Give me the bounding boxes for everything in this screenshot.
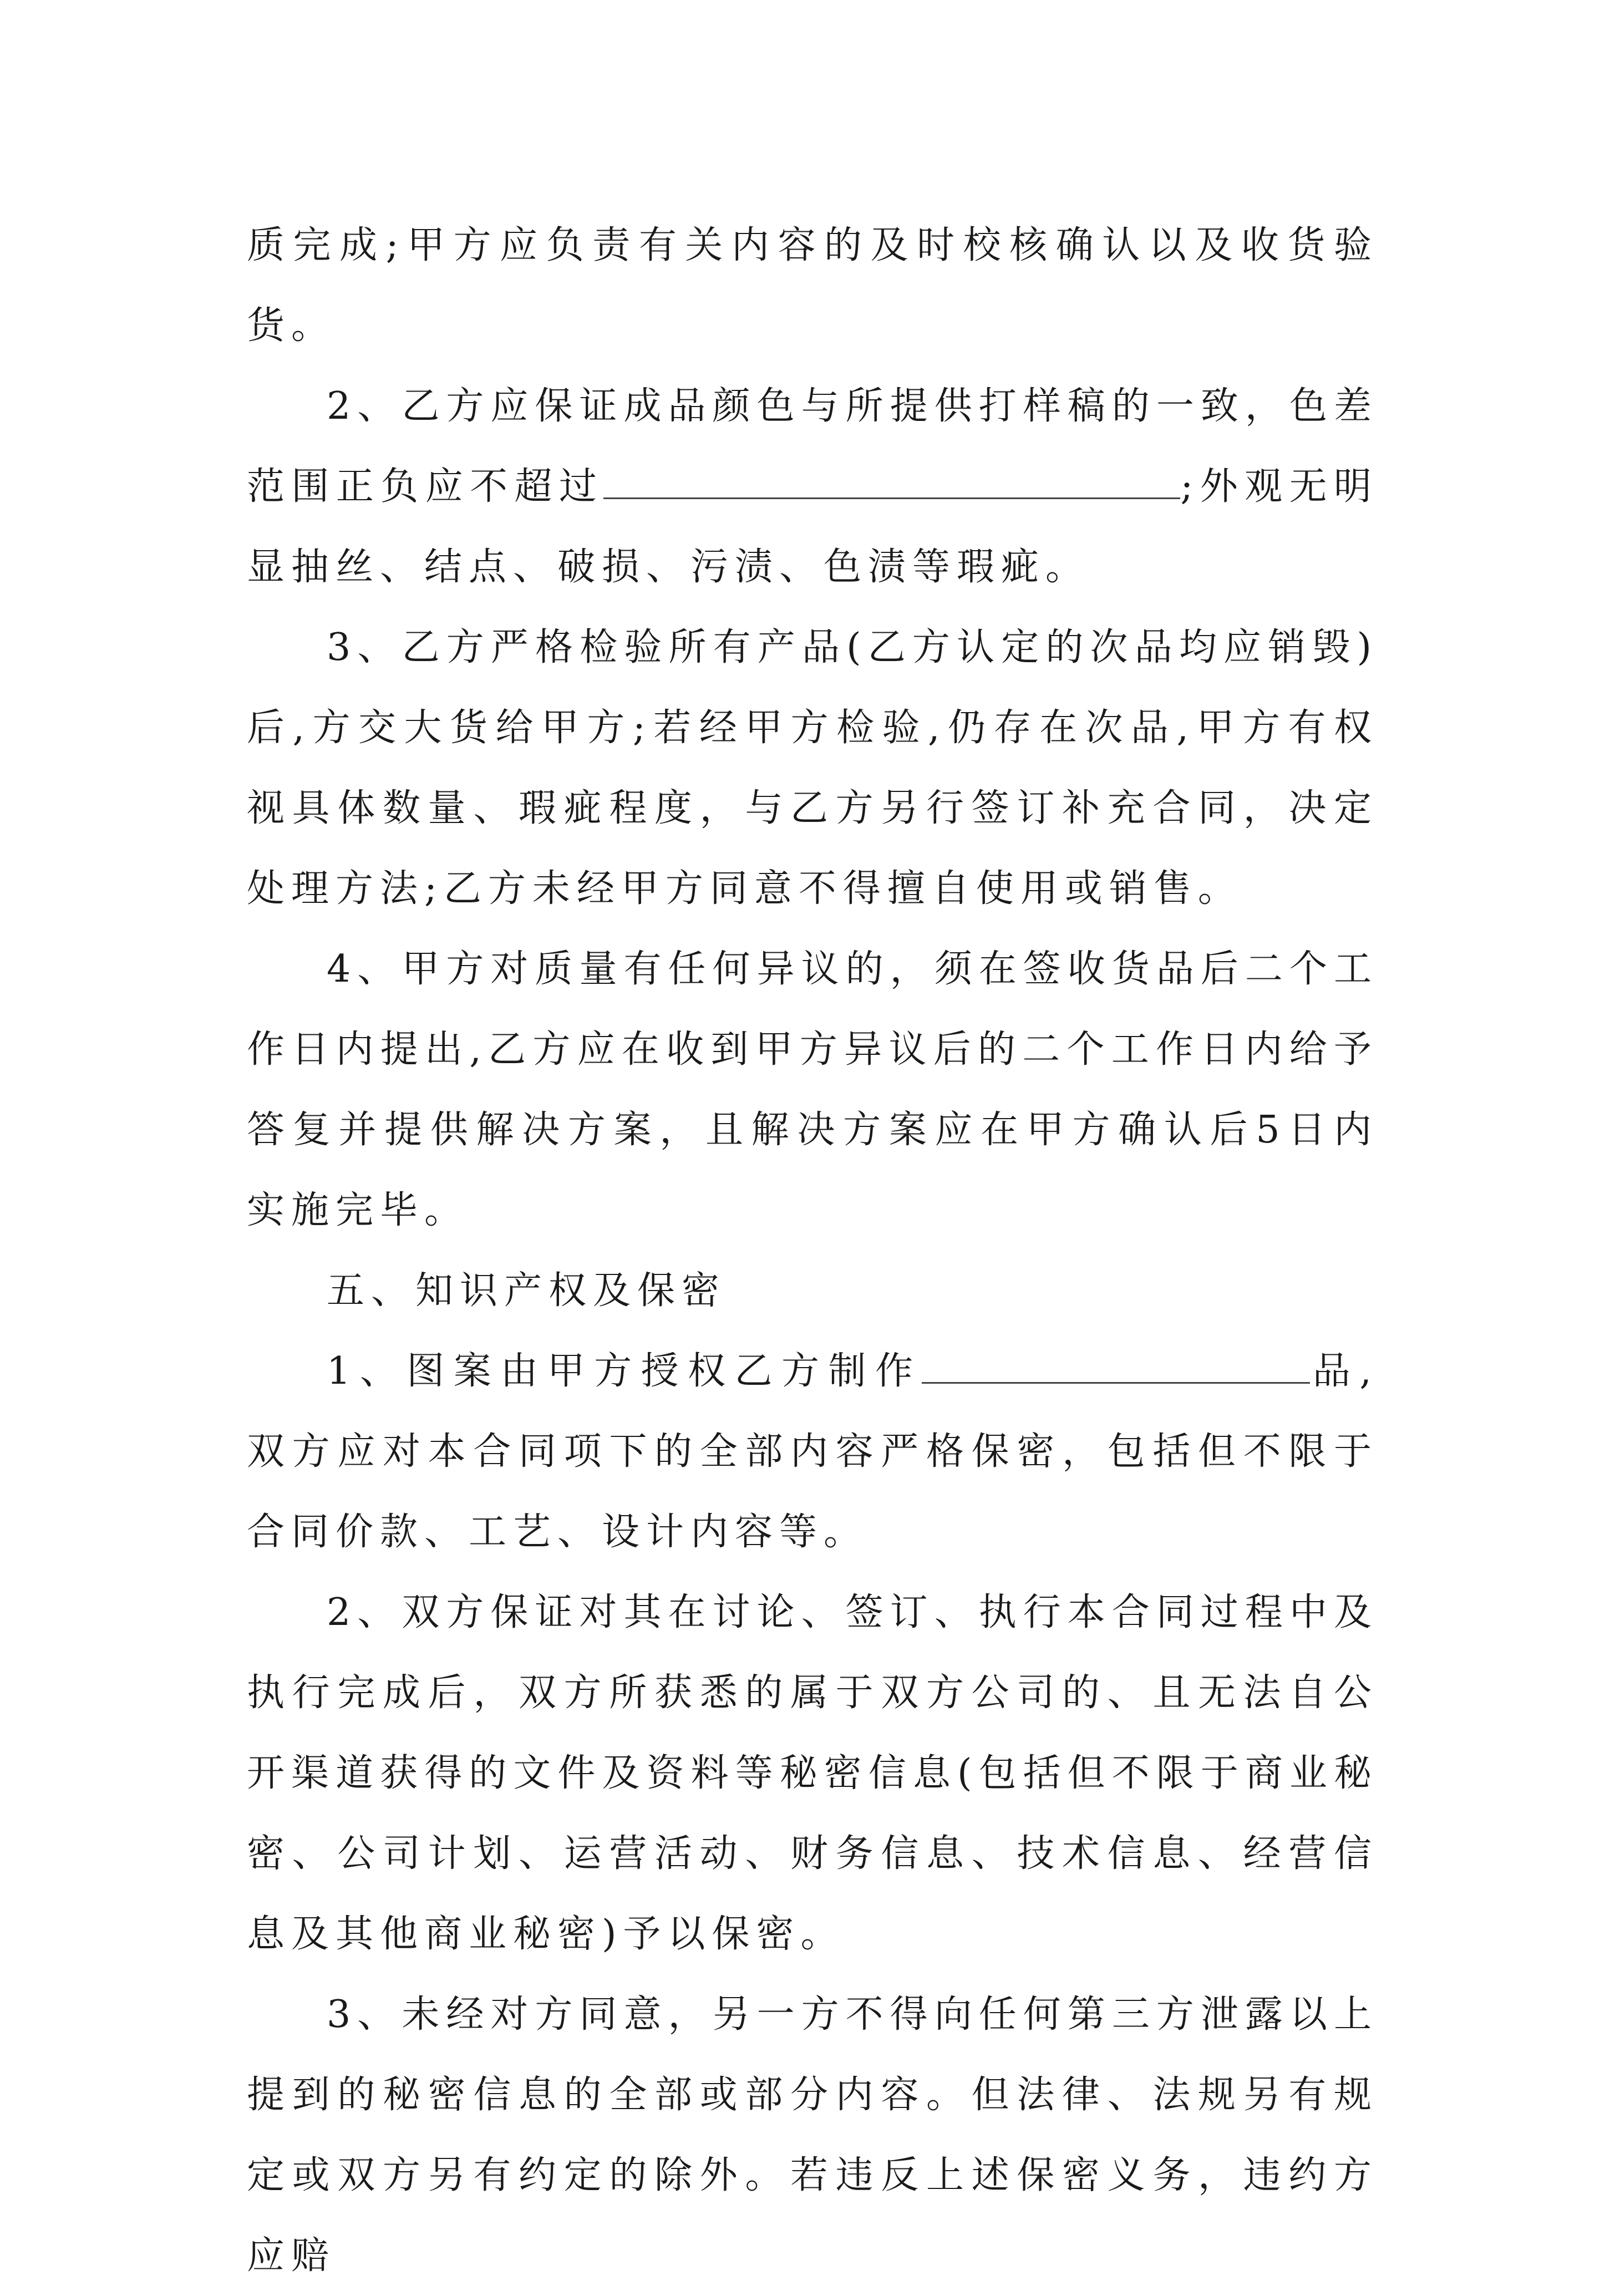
paragraph-color-requirement [247,366,1378,607]
paragraph-text-after-blank: 品,双方应对本合同项下的全部内容严格保密，包括但不限于合同价款、工艺、设计内容等。 [247,1349,1379,1554]
paragraph-text-before-blank: 2、乙方应保证成品颜色与所提供打样稿的一致，色差范围正负应不超过 [247,384,1378,509]
paragraph-text-before-blank: 1、图案由甲方授权乙方制作 [327,1349,922,1393]
contract-body [247,205,1378,2296]
paragraph-quality-objection: 4、甲方对质量有任何异议的，须在签收货品后二个工作日内提出,乙方应在收到甲方异议后的二个工作日内给予答复并提供解决方案，且解决方案应在甲方确认后5日内实施完毕。 [247,947,1378,1232]
paragraph-inspection: 3、乙方严格检验所有产品(乙方认定的次品均应销毁)后,方交大货给甲方;若经甲方检验,仍存在次品,甲方有权视具体数量、瑕疵程度，与乙方另行签订补充合同，决定处理方法;乙方未经甲方同意不得擅自使用或销售。 [247,626,1378,911]
paragraph-design-authorization [247,1331,1378,1572]
paragraph-confidential-info: 2、双方保证对其在讨论、签订、执行本合同过程中及执行完成后，双方所获悉的属于双方公司的、且无法自公开渠道获得的文件及资料等秘密信息(包括但不限于商业秘密、公司计划、运营活动、财务信息、技术信息、经营信息及其他商业秘密)予以保密。 [247,1591,1378,1956]
paragraph-disclosure: 3、未经对方同意，另一方不得向任何第三方泄露以上提到的秘密信息的全部或部分内容。但法律、法规另有规定或双方另有约定的除外。若违反上述保密义务，违约方应赔 [247,1993,1378,2278]
fill-in-blank-color-tolerance [603,464,1180,499]
paragraph-continuation: 质完成;甲方应负责有关内容的及时校核确认以及收货验货。 [247,223,1378,348]
fill-in-blank-product [922,1349,1310,1384]
section-heading-ip-confidentiality: 五、知识产权及保密 [327,1269,727,1313]
paragraph-text-after-blank: ;外观无明显抽丝、结点、破损、污渍、色渍等瑕疵。 [247,465,1378,589]
